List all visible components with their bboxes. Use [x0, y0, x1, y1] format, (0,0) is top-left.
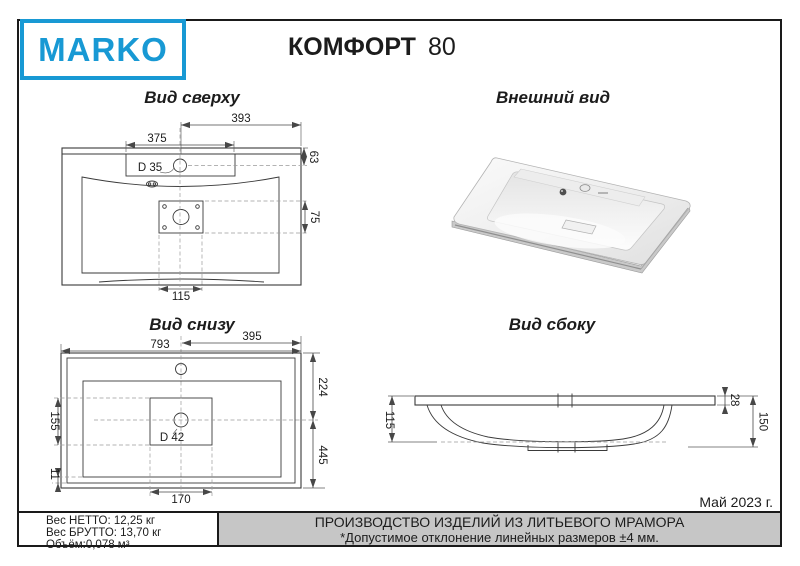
dim-label-224: 224 — [316, 377, 328, 397]
spec-net-weight: Вес НЕТТО: 12,25 кг — [46, 515, 156, 527]
production-note: ПРОИЗВОДСТВО ИЗДЕЛИЙ ИЗ ЛИТЬЕВОГО МРАМОРА — [314, 513, 685, 530]
dim-label-115: 115 — [171, 291, 191, 303]
side-view-drawing — [376, 386, 774, 458]
side-view-outline — [415, 394, 715, 453]
dim-label-d35: D 35 — [137, 162, 163, 174]
bowl-inner-profile — [441, 405, 664, 442]
spec-gross-weight: Вес БРУТТО: 13,70 кг — [46, 527, 162, 539]
footer-production-cell — [219, 513, 780, 545]
overflow-cover — [560, 189, 567, 196]
page-title — [288, 33, 456, 62]
dim-label-75: 75 — [308, 210, 320, 224]
top-view-drawing — [50, 112, 330, 307]
side-view-dimensions — [383, 389, 769, 447]
product-name: КОМФОРТ — [288, 33, 416, 61]
dim-label-793: 793 — [150, 339, 170, 351]
tolerance-note: *Допустимое отклонение линейных размеров ±4 мм. — [340, 529, 659, 545]
dim-label-155: 155 — [48, 411, 60, 431]
dim-label-395: 395 — [242, 331, 262, 343]
view-title-side: Вид сбоку — [508, 315, 596, 334]
faucet-hole-render — [580, 185, 590, 192]
top-view-outline — [62, 148, 301, 285]
dim-label-375: 375 — [147, 133, 167, 145]
basin-outline — [82, 177, 279, 273]
dim-label-170: 170 — [171, 494, 191, 506]
date-note: Май 2023 г. — [699, 494, 773, 510]
brand-logo — [20, 19, 186, 80]
dim-label-393: 393 — [231, 113, 251, 125]
dim-label-150: 150 — [756, 411, 769, 432]
dim-label-445: 445 — [316, 445, 328, 465]
dim-label-d42: D 42 — [159, 432, 185, 444]
drain-hole — [173, 210, 189, 225]
dim-label-28: 28 — [728, 393, 740, 407]
view-title-external: Внешний вид — [495, 88, 611, 107]
product-model: 80 — [427, 33, 456, 61]
view-title-top: Вид сверху — [144, 88, 240, 107]
external-view-render — [440, 145, 760, 285]
basin-footprint — [83, 381, 281, 477]
footer-specs-cell — [19, 513, 219, 551]
sink-render — [452, 158, 690, 273]
dim-label-11: 11 — [48, 468, 60, 480]
brand-logo-text: MARKO — [38, 31, 168, 68]
top-view-dimensions — [126, 113, 320, 303]
dim-label-63: 63 — [307, 150, 319, 164]
spec-volume: Объём:0,078 м³ — [46, 539, 130, 551]
view-title-bottom: Вид снизу — [149, 315, 235, 334]
brand-mark-render — [598, 192, 608, 194]
footer-table — [17, 511, 782, 551]
bottom-view-drawing — [38, 330, 334, 510]
drain-plate — [159, 201, 203, 233]
dim-label-115-side: 115 — [383, 410, 395, 430]
rim-profile — [415, 396, 715, 405]
